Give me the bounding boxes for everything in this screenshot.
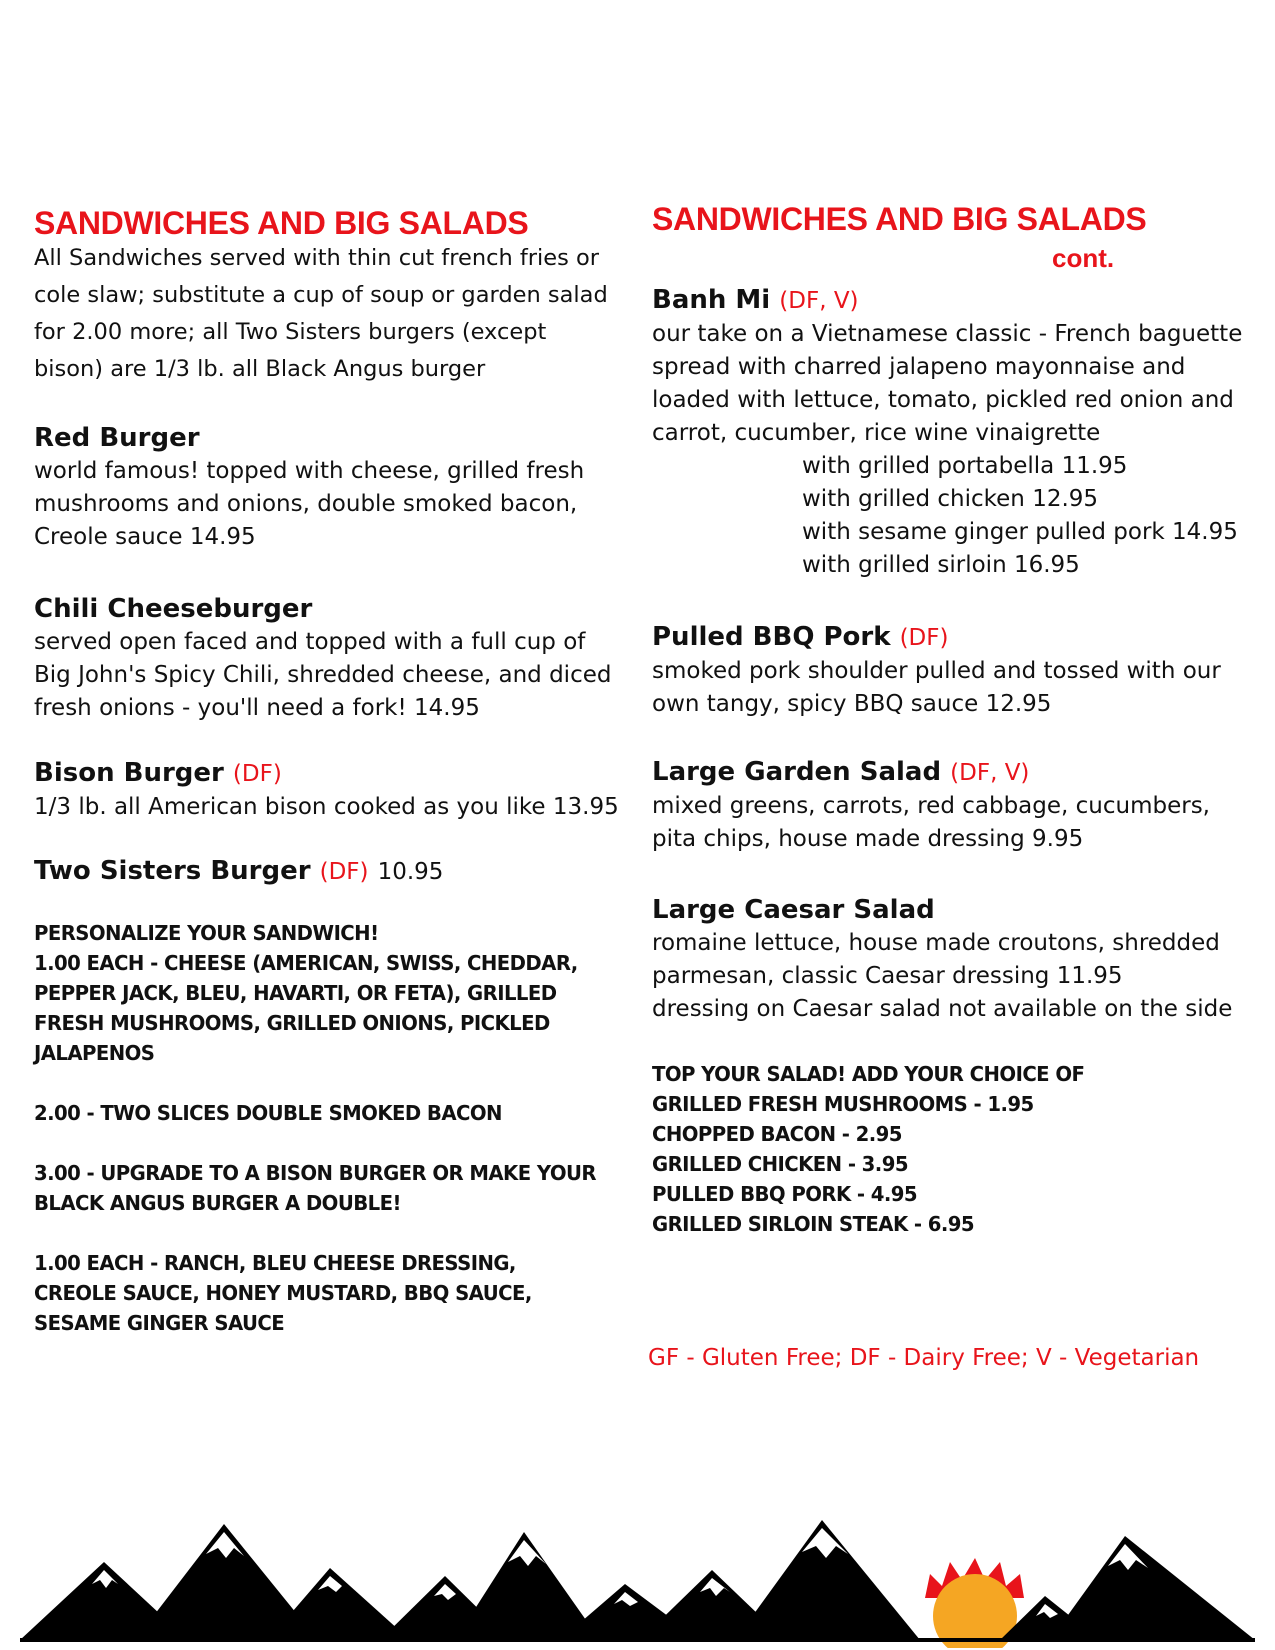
personalize-block bbox=[34, 918, 600, 1068]
menu-item-large-garden-salad bbox=[652, 755, 1210, 856]
intro-text bbox=[34, 240, 634, 388]
menu-item-banh-mi bbox=[652, 283, 1242, 582]
item-name-row bbox=[652, 620, 1221, 655]
intro-line: cole slaw; substitute a cup of soup or garden salad bbox=[34, 282, 608, 308]
item-name-row bbox=[34, 756, 619, 791]
personalize-line: 2.00 - TWO SLICES DOUBLE SMOKED BACON bbox=[34, 1101, 502, 1125]
intro-line: All Sandwiches served with thin cut french fries or bbox=[34, 245, 600, 271]
item-desc: carrot, cucumber, rice wine vinaigrette bbox=[652, 420, 1101, 446]
personalize-sauces bbox=[34, 1248, 553, 1338]
diet-tag: (DF, V) bbox=[779, 288, 859, 314]
item-name: Large Caesar Salad bbox=[652, 895, 935, 925]
personalize-bacon bbox=[34, 1098, 521, 1128]
personalize-line: FRESH MUSHROOMS, GRILLED ONIONS, PICKLED bbox=[34, 1011, 550, 1035]
intro-line: for 2.00 more; all Two Sisters burgers (except bbox=[34, 319, 547, 345]
topper-line: CHOPPED BACON - 2.95 bbox=[652, 1122, 902, 1146]
item-option: with grilled portabella 11.95 bbox=[802, 453, 1128, 479]
topper-line: GRILLED FRESH MUSHROOMS - 1.95 bbox=[652, 1092, 1034, 1116]
item-desc: dressing on Caesar salad not available on the side bbox=[652, 996, 1233, 1022]
section-heading: SANDWICHES AND BIG SALADS bbox=[652, 201, 1147, 237]
item-desc: Creole sauce 14.95 bbox=[34, 524, 256, 550]
personalize-line: 1.00 EACH - RANCH, BLEU CHEESE DRESSING, bbox=[34, 1251, 516, 1275]
item-desc: mushrooms and onions, double smoked bacon, bbox=[34, 491, 578, 517]
personalize-line: PERSONALIZE YOUR SANDWICH! bbox=[34, 921, 379, 945]
intro-line: bison) are 1/3 lb. all Black Angus burger bbox=[34, 356, 486, 382]
topper-line: PULLED BBQ PORK - 4.95 bbox=[652, 1182, 918, 1206]
item-desc: own tangy, spicy BBQ sauce 12.95 bbox=[652, 691, 1052, 717]
item-option: with grilled sirloin 16.95 bbox=[802, 552, 1080, 578]
item-desc: Big John's Spicy Chili, shredded cheese, and diced bbox=[34, 662, 612, 688]
topper-line: GRILLED CHICKEN - 3.95 bbox=[652, 1152, 908, 1176]
item-name: Chili Cheeseburger bbox=[34, 594, 313, 624]
item-desc: mixed greens, carrots, red cabbage, cucumbers, bbox=[652, 793, 1210, 819]
personalize-line: 3.00 - UPGRADE TO A BISON BURGER OR MAKE YOUR bbox=[34, 1161, 596, 1185]
menu-item-bison-burger bbox=[34, 756, 619, 824]
item-name-row bbox=[652, 283, 1242, 318]
menu-item-pulled-bbq-pork bbox=[652, 620, 1221, 721]
diet-legend: GF - Gluten Free; DF - Dairy Free; V - Vegetarian bbox=[648, 1345, 1200, 1371]
item-name-row bbox=[652, 755, 1210, 790]
diet-tag: (DF) bbox=[899, 625, 949, 651]
diet-tag: (DF, V) bbox=[950, 760, 1030, 786]
personalize-line: PEPPER JACK, BLEU, HAVARTI, OR FETA), GRILLED bbox=[34, 981, 557, 1005]
item-desc: smoked pork shoulder pulled and tossed with our bbox=[652, 658, 1221, 684]
item-name: Red Burger bbox=[34, 423, 200, 453]
item-price: 10.95 bbox=[377, 859, 444, 885]
item-desc: parmesan, classic Caesar dressing 11.95 bbox=[652, 963, 1123, 989]
personalize-line: JALAPENOS bbox=[34, 1041, 155, 1065]
item-desc: loaded with lettuce, tomato, pickled red onion and bbox=[652, 387, 1234, 413]
item-option: with grilled chicken 12.95 bbox=[802, 486, 1099, 512]
diet-tag: (DF) bbox=[232, 761, 282, 787]
menu-item-large-caesar-salad bbox=[652, 893, 1232, 1026]
item-desc: fresh onions - you'll need a fork! 14.95 bbox=[34, 695, 480, 721]
mountain-range-icon bbox=[20, 1520, 1255, 1640]
item-desc: our take on a Vietnamese classic - French baguette bbox=[652, 321, 1243, 347]
item-desc: 1/3 lb. all American bison cooked as you like 13.95 bbox=[34, 794, 619, 820]
item-name: Bison Burger bbox=[34, 758, 224, 788]
personalize-line: BLACK ANGUS BURGER A DOUBLE! bbox=[34, 1191, 401, 1215]
item-desc: served open faced and topped with a full cup of bbox=[34, 629, 586, 655]
item-desc: spread with charred jalapeno mayonnaise and bbox=[652, 354, 1186, 380]
item-name: Banh Mi bbox=[652, 285, 771, 315]
personalize-line: CREOLE SAUCE, HONEY MUSTARD, BBQ SAUCE, bbox=[34, 1281, 532, 1305]
item-desc: pita chips, house made dressing 9.95 bbox=[652, 826, 1084, 852]
menu-item-red-burger bbox=[34, 421, 584, 554]
item-option: with sesame ginger pulled pork 14.95 bbox=[802, 519, 1238, 545]
continued-label: cont. bbox=[1052, 243, 1115, 273]
item-name: Large Garden Salad bbox=[652, 757, 942, 787]
item-desc: romaine lettuce, house made croutons, shredded bbox=[652, 930, 1220, 956]
section-heading: SANDWICHES AND BIG SALADS bbox=[34, 205, 529, 241]
personalize-line: SESAME GINGER SAUCE bbox=[34, 1311, 285, 1335]
mountain-footer-illustration bbox=[0, 1488, 1275, 1648]
personalize-line: 1.00 EACH - CHEESE (AMERICAN, SWISS, CHEDDAR, bbox=[34, 951, 578, 975]
diet-tag: (DF) bbox=[319, 859, 369, 885]
item-name-row bbox=[34, 854, 443, 889]
menu-item-chili-cheeseburger bbox=[34, 592, 611, 725]
menu-item-two-sisters-burger bbox=[34, 854, 443, 889]
topper-line: GRILLED SIRLOIN STEAK - 6.95 bbox=[652, 1212, 975, 1236]
item-desc: world famous! topped with cheese, grilled fresh bbox=[34, 458, 585, 484]
item-name: Two Sisters Burger bbox=[34, 856, 311, 886]
salad-topper-block bbox=[652, 1059, 1102, 1239]
topper-line: TOP YOUR SALAD! ADD YOUR CHOICE OF bbox=[652, 1062, 1085, 1086]
item-name: Pulled BBQ Pork bbox=[652, 622, 891, 652]
personalize-upgrade bbox=[34, 1158, 619, 1218]
